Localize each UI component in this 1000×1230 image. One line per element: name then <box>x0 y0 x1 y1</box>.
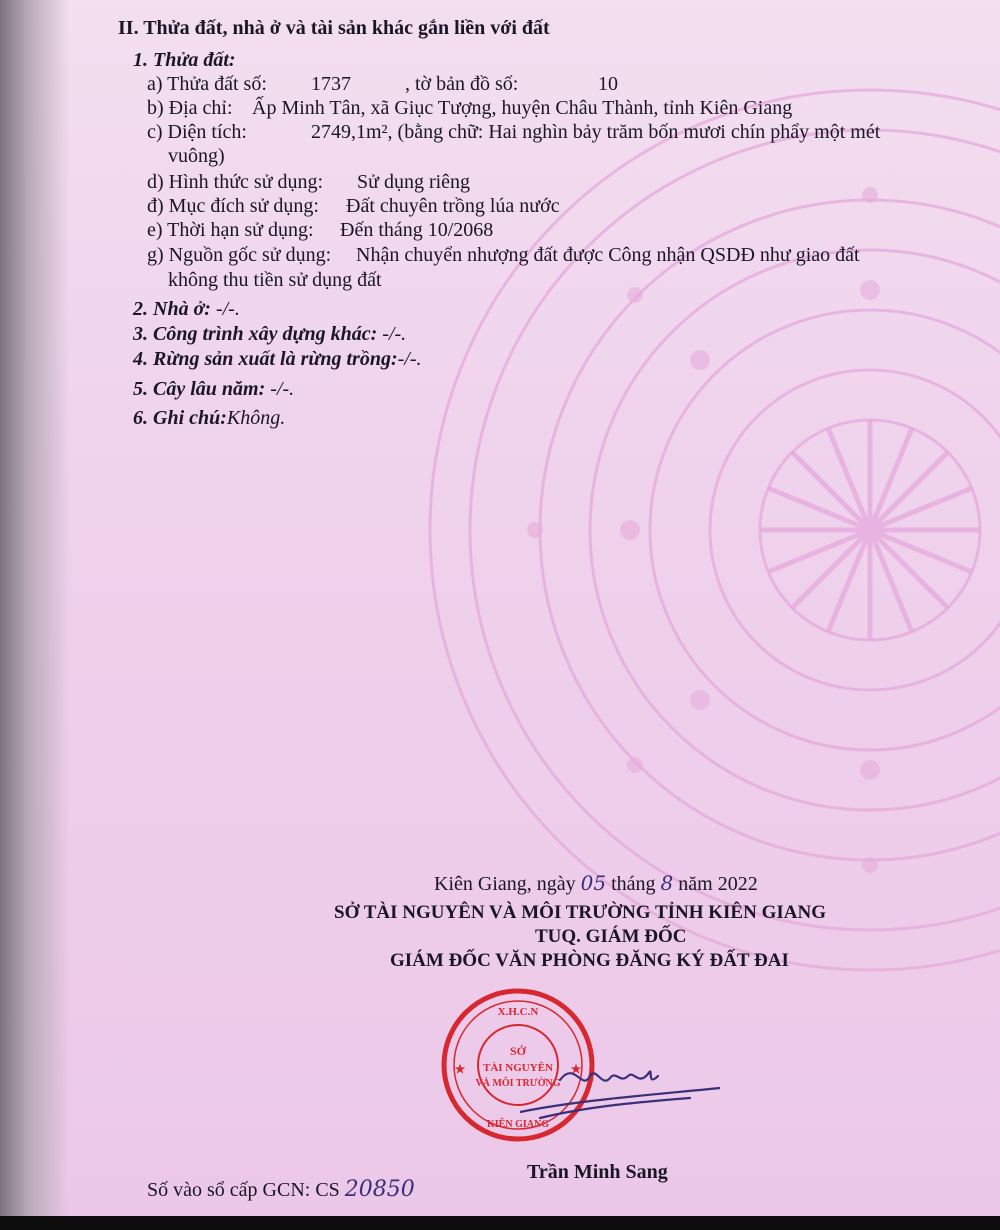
house-value: -/-. <box>215 298 240 320</box>
origin-value-cont: không thu tiền sử dụng đất <box>168 269 382 291</box>
forest-label: 4. Rừng sản xuất là rừng trồng: <box>133 348 398 370</box>
area-label: c) Diện tích: <box>147 121 247 143</box>
address-value: Ấp Minh Tân, xã Giục Tượng, huyện Châu Thành, tỉnh Kiên Giang <box>252 97 793 119</box>
usage-purpose-value: Đất chuyên trồng lúa nước <box>346 195 560 217</box>
usage-purpose-label: đ) Mục đích sử dụng: <box>147 195 319 217</box>
perennial-row <box>133 377 294 401</box>
construction-row <box>133 322 406 346</box>
note-value: Không. <box>226 407 286 429</box>
origin-value: Nhận chuyển nhượng đất được Công nhận QSDĐ như giao đất <box>356 244 860 266</box>
usage-term-label: e) Thời hạn sử dụng: <box>147 219 314 241</box>
handwritten-signature <box>520 1040 720 1130</box>
land-heading: 1. Thửa đất: <box>133 49 236 71</box>
place-prefix: Kiên Giang, ngày <box>434 873 576 895</box>
perennial-value: -/-. <box>270 378 295 400</box>
registry-number: 20850 <box>344 1177 415 1202</box>
svg-text:X.H.C.N: X.H.C.N <box>497 1006 539 1018</box>
house-label: 2. Nhà ở: <box>133 298 211 320</box>
year-label: năm 2022 <box>678 873 758 895</box>
construction-label: 3. Công trình xây dựng khác: <box>133 323 378 345</box>
registry-row <box>147 1178 415 1202</box>
construction-value: -/-. <box>382 323 407 345</box>
signing-day: 05 <box>580 871 607 895</box>
area-value-cont: vuông) <box>168 145 225 167</box>
agency-name: SỞ TÀI NGUYÊN VÀ MÔI TRƯỜNG TỈNH KIÊN GIANG <box>334 902 826 923</box>
note-label: 6. Ghi chú: <box>133 407 227 429</box>
signing-month: 8 <box>660 871 674 895</box>
origin-label: g) Nguồn gốc sử dụng: <box>147 244 332 266</box>
area-value: 2749,1m², (bằng chữ: Hai nghìn bảy trăm bốn mươi chín phẩy một mét <box>311 121 881 143</box>
month-label: tháng <box>611 873 656 895</box>
svg-text:★: ★ <box>570 1062 582 1076</box>
perennial-label: 5. Cây lâu năm: <box>133 378 266 400</box>
house-row <box>133 297 240 321</box>
svg-text:★: ★ <box>454 1062 466 1076</box>
address-label: b) Địa chỉ: <box>147 97 233 119</box>
svg-text:VÀ MÔI TRƯỜNG: VÀ MÔI TRƯỜNG <box>475 1078 561 1089</box>
tuq-title: TUQ. GIÁM ĐỐC <box>535 926 687 947</box>
svg-text:SỞ: SỞ <box>509 1044 527 1058</box>
usage-term-value: Đến tháng 10/2068 <box>340 219 494 241</box>
svg-text:KIÊN GIANG: KIÊN GIANG <box>487 1119 549 1130</box>
map-sheet-label: , tờ bản đồ số: <box>405 73 519 95</box>
forest-row <box>133 347 422 371</box>
parcel-number-label: a) Thửa đất số: <box>147 73 267 95</box>
signer-name: Trần Minh Sang <box>527 1161 668 1183</box>
signing-date <box>434 871 758 896</box>
registry-label: Số vào sổ cấp GCN: CS <box>147 1179 340 1201</box>
section-title: II. Thửa đất, nhà ở và tài sản khác gắn liền với đất <box>118 17 550 39</box>
usage-form-label: d) Hình thức sử dụng: <box>147 171 324 193</box>
screen-bottom-edge <box>0 1216 1000 1230</box>
forest-value: -/-. <box>397 348 422 370</box>
office-title: GIÁM ĐỐC VĂN PHÒNG ĐĂNG KÝ ĐẤT ĐAI <box>390 950 789 971</box>
parcel-number-value: 1737 <box>311 73 351 95</box>
svg-text:TÀI NGUYÊN: TÀI NGUYÊN <box>483 1062 553 1074</box>
page-shadow <box>0 0 70 1216</box>
note-row <box>133 406 285 430</box>
map-sheet-value: 10 <box>598 73 618 95</box>
usage-form-value: Sử dụng riêng <box>357 171 471 193</box>
